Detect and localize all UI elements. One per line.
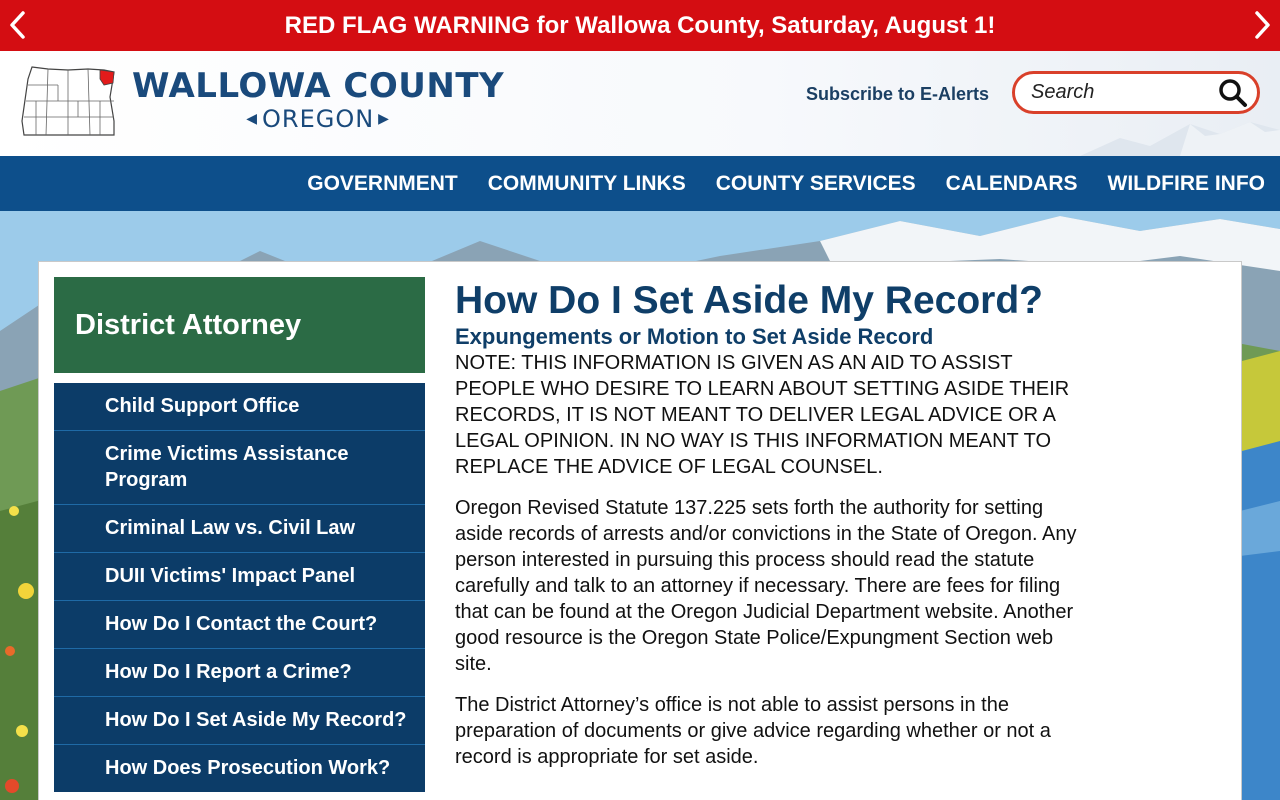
main-nav bbox=[0, 156, 1280, 211]
main-content bbox=[455, 278, 1085, 770]
sidebar-item-set-aside-record[interactable]: How Do I Set Aside My Record? bbox=[54, 697, 425, 745]
nav-wildfire-info[interactable]: WILDFIRE INFO bbox=[1107, 171, 1265, 195]
site-logo[interactable] bbox=[18, 63, 504, 137]
sidebar-item-criminal-vs-civil-law[interactable]: Criminal Law vs. Civil Law bbox=[54, 505, 425, 553]
triangle-left-icon: ◀ bbox=[246, 111, 258, 127]
site-header bbox=[0, 51, 1280, 156]
logo-title: WALLOWA COUNTY bbox=[132, 66, 505, 106]
search-input[interactable] bbox=[1031, 81, 1211, 104]
subscribe-link[interactable]: Subscribe to E-Alerts bbox=[806, 84, 990, 104]
sidebar-header[interactable] bbox=[54, 277, 425, 373]
sidebar-item-crime-victims-assistance[interactable]: Crime Victims Assistance Program bbox=[54, 431, 425, 505]
sidebar-item-duii-victims-impact-panel[interactable]: DUII Victims' Impact Panel bbox=[54, 553, 425, 601]
content-paragraph: The District Attorney’s office is not able to assist persons in the preparation of documents or give advice regarding whether or not a record is appropriate for set aside. bbox=[455, 694, 1051, 768]
logo-subtitle-row bbox=[132, 105, 504, 133]
sidebar-menu bbox=[54, 383, 425, 792]
alert-bar bbox=[0, 0, 1280, 51]
oregon-map-icon bbox=[18, 63, 118, 137]
logo-subtitle: OREGON bbox=[262, 105, 375, 133]
sidebar-item-child-support-office[interactable]: Child Support Office bbox=[54, 383, 425, 431]
content-paragraph: Oregon Revised Statute 137.225 sets forth the authority for setting aside records of arrests and/or convictions in the State of Oregon. Any person interested in pursuing this process should read the statute carefully and talk to an attorney if necessary. There are fees for filing that can be found at the Oregon Judicial Department website. Another good resource is the Oregon State Police/Expungment Section web site. bbox=[455, 497, 1077, 675]
page-subtitle: Expungements or Motion to Set Aside Record bbox=[455, 324, 934, 349]
nav-community-links[interactable]: COMMUNITY LINKS bbox=[487, 171, 686, 195]
nav-county-services[interactable]: COUNTY SERVICES bbox=[715, 171, 916, 195]
sidebar-item-contact-the-court[interactable]: How Do I Contact the Court? bbox=[54, 601, 425, 649]
sidebar-item-prosecution[interactable]: How Does Prosecution Work? bbox=[105, 757, 391, 779]
legal-note: NOTE: THIS INFORMATION IS GIVEN AS AN AID TO ASSIST PEOPLE WHO DESIRE TO LEARN ABOUT SETTING ASIDE THEIR RECORDS, IT IS NOT MEANT TO DELIVER LEGAL ADVICE OR A LEGAL OPINION. IN NO WAY IS THIS INFORMATION MEANT TO REPLACE THE ADVICE OF LEGAL COUNSEL. bbox=[455, 352, 1070, 478]
chevron-left-icon[interactable] bbox=[4, 10, 34, 40]
nav-government[interactable]: GOVERNMENT bbox=[307, 171, 458, 195]
page-title: How Do I Set Aside My Record? bbox=[455, 279, 1043, 322]
chevron-right-icon[interactable] bbox=[1246, 10, 1276, 40]
alert-text[interactable]: RED FLAG WARNING for Wallowa County, Saturday, August 1! bbox=[284, 11, 996, 39]
search-icon[interactable] bbox=[1217, 77, 1249, 109]
search-box bbox=[1012, 71, 1260, 114]
sidebar-item-report-a-crime[interactable]: How Do I Report a Crime? bbox=[54, 649, 425, 697]
nav-calendars[interactable]: CALENDARS bbox=[945, 171, 1078, 195]
mountain-decoration bbox=[1080, 116, 1280, 156]
sidebar-title: District Attorney bbox=[75, 308, 302, 341]
triangle-right-icon: ▶ bbox=[378, 111, 390, 127]
